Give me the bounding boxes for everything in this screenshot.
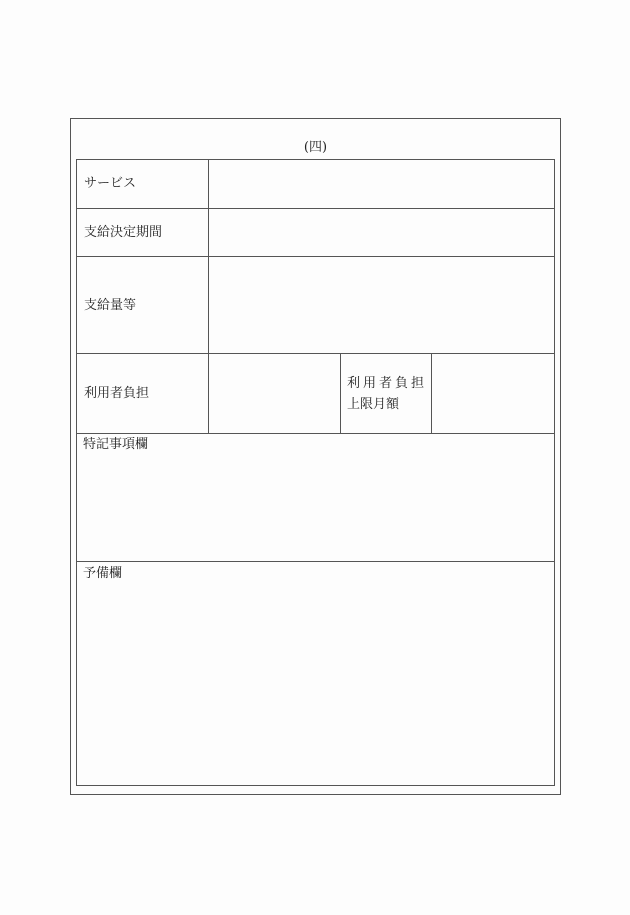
- reserve-cell: [77, 562, 554, 785]
- burden-cap-label-cell: [341, 354, 431, 433]
- payment-period-label: 支給決定期間: [84, 225, 163, 240]
- payment-amount-label: 支給量等: [84, 298, 137, 313]
- user-burden-label-cell: [77, 354, 208, 433]
- burden-cap-label-line2: 上限月額: [347, 397, 400, 412]
- user-burden-label: 利用者負担: [84, 386, 150, 401]
- payment-period-value-cell: [209, 209, 554, 256]
- service-label: サービス: [84, 176, 137, 191]
- service-label-cell: [77, 160, 208, 208]
- service-value-cell: [209, 160, 554, 208]
- section-number: (四): [303, 140, 328, 155]
- user-burden-value-cell: [209, 354, 340, 433]
- special-notes-cell: [77, 434, 554, 561]
- burden-cap-value-cell: [432, 354, 554, 433]
- special-notes-label: 特記事項欄: [83, 437, 149, 452]
- payment-amount-value-cell: [209, 257, 554, 353]
- reserve-label: 予備欄: [83, 566, 123, 581]
- form-table: [76, 159, 555, 786]
- burden-cap-label-line1: 利用者負担: [347, 376, 428, 391]
- payment-period-label-cell: [77, 209, 208, 256]
- payment-amount-label-cell: [77, 257, 208, 353]
